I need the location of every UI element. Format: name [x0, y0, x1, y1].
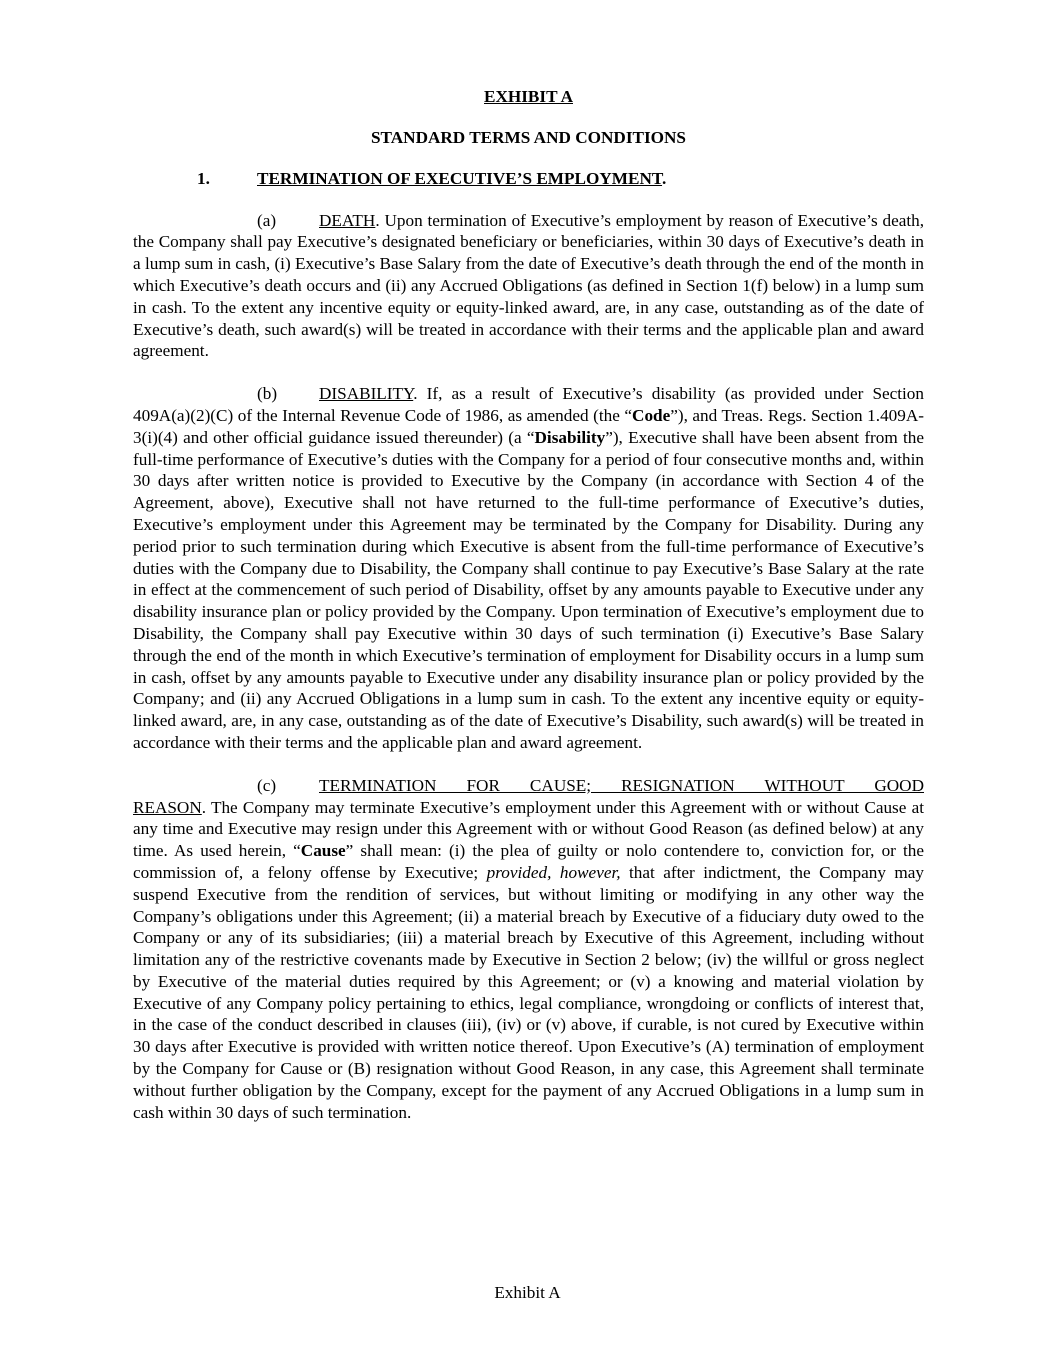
paragraph-b-disability	[133, 383, 924, 754]
paragraph-b-text-2: ”), and Treas. Regs. Section 1.409A-3(i)(4) and other official guidance issued thereunder) (a “	[133, 405, 924, 447]
paragraph-a-label: (a)	[257, 210, 277, 230]
document-subtitle: STANDARD TERMS AND CONDITIONS	[371, 127, 686, 147]
page-footer: Exhibit A	[494, 1283, 561, 1302]
paragraph-c-label: (c)	[257, 775, 277, 795]
paragraph-b-label: (b)	[257, 384, 278, 404]
defined-term-disability: Disability	[534, 427, 606, 447]
paragraph-c-heading-cont: REASON	[133, 797, 202, 817]
document-page	[133, 86, 924, 1123]
section-title	[257, 168, 666, 190]
paragraph-c-text-1: . The Company may terminate Executive’s employment under this Agreement with or without Cause at any time and Executive may resign under this Agreement with or without Good Reason (as defined below) at any time. As used herein, “	[133, 797, 924, 861]
paragraph-b-text-1: . If, as a result of Executive’s disability (as provided under Section 409A(a)(2)(C) of the Internal Revenue Code of 1986, as amended (the “	[133, 384, 924, 425]
section-number: 1.	[197, 168, 210, 188]
paragraph-c-heading: TERMINATION FOR CAUSE; RESIGNATION WITHOUT GOOD	[319, 775, 924, 795]
exhibit-title: EXHIBIT A	[484, 87, 573, 106]
paragraph-c-termination-for-cause	[133, 775, 924, 1124]
paragraph-a-death	[133, 210, 924, 363]
paragraph-c-text-2: ” shall mean: (i) the plea of guilty or nolo contendere to, conviction for, or the commission of, a felony offense by Executive;	[133, 841, 924, 882]
paragraph-c-body	[133, 797, 924, 1124]
section-title-punct: .	[662, 168, 667, 188]
section-title-text: TERMINATION OF EXECUTIVE’S EMPLOYMENT	[257, 168, 663, 188]
paragraph-a-text: . Upon termination of Executive’s employment by reason of Executive’s death, the Company shall pay Executive’s designated beneficiary or beneficiaries, within 30 days of Executive’s death in a lump sum in cash, (i) Executive’s Base Salary from the date of Executive’s death through the end of the month in which Executive’s death occurs and (ii) any Accrued Obligations (as defined in Section 1(f) below) in a lump sum in cash. To the extent any incentive equity or equity-linked award, are, in any case, outstanding as of the date of Executive’s death, such award(s) will be treated in accordance with their terms and the applicable plan and award agreement.	[133, 210, 924, 361]
paragraph-c-text-3: that after indictment, the Company may suspend Executive from the rendition of services, but without limiting or modifying in any other way the Company’s obligations under this Agreement; (ii) a material breach by Executive of a fiduciary duty owed to the Company or any of its subsidiaries; (iii) a material breach by Executive of this Agreement, including without limitation any of the restrictive covenants made by Executive in Section 2 below; (iv) the willful or gross neglect by Executive of the material duties required by this Agreement; or (v) a knowing and material violation by Executive of any Company policy pertaining to ethics, legal compliance, wrongdoing or conflicts of interest that, in the case of the conduct described in clauses (iii), (iv) or (v) above, if curable, is not cured by Executive within 30 days after Executive is provided with written notice thereof. Upon Executive’s (A) termination of employment by the Company for Cause or (B) resignation without Good Reason, in any case, this Agreement shall terminate without further obligation by the Company, except for the payment of any Accrued Obligations in a lump sum in cash within 30 days of such termination.	[133, 862, 924, 1122]
section-1-heading	[133, 168, 924, 190]
paragraph-c-heading-line-1	[133, 775, 924, 797]
proviso-italic: provided, however,	[486, 862, 621, 882]
paragraph-a-heading: DEATH	[319, 210, 376, 230]
defined-term-code: Code	[632, 405, 671, 425]
paragraph-b-text-3: ”), Executive shall have been absent from the full-time performance of Executive’s duties with the Company for a period of four consecutive months and, within 30 days after written notice is provided to Executive by the Company (in accordance with Section 4 of the Agreement, above), Executive shall not have returned to the full-time performance of Executive’s duties, Executive’s employment under this Agreement may be terminated by the Company for Disability. During any period prior to such termination during which Executive is absent from the full-time performance of Executive’s duties with the Company due to Disability, the Company shall continue to pay Executive’s Base Salary at the rate in effect at the commencement of such period of Disability, offset by any amounts payable to Executive under any disability insurance plan or policy provided by the Company. Upon termination of Executive’s employment due to Disability, the Company shall pay Executive within 30 days of such termination (i) Executive’s Base Salary through the end of the month in which Executive’s termination of employment for Disability occurs in a lump sum in cash, offset by any amounts payable to Executive under any disability insurance plan or policy provided by the Company; and (ii) any Accrued Obligations in a lump sum in cash. To the extent any incentive equity or equity-linked award, are, in any case, outstanding as of the date of Executive’s Disability, such award(s) will be treated in accordance with their terms and the applicable plan and award agreement.	[133, 427, 924, 752]
defined-term-cause: Cause	[300, 841, 346, 861]
paragraph-b-heading: DISABILITY	[319, 384, 414, 404]
